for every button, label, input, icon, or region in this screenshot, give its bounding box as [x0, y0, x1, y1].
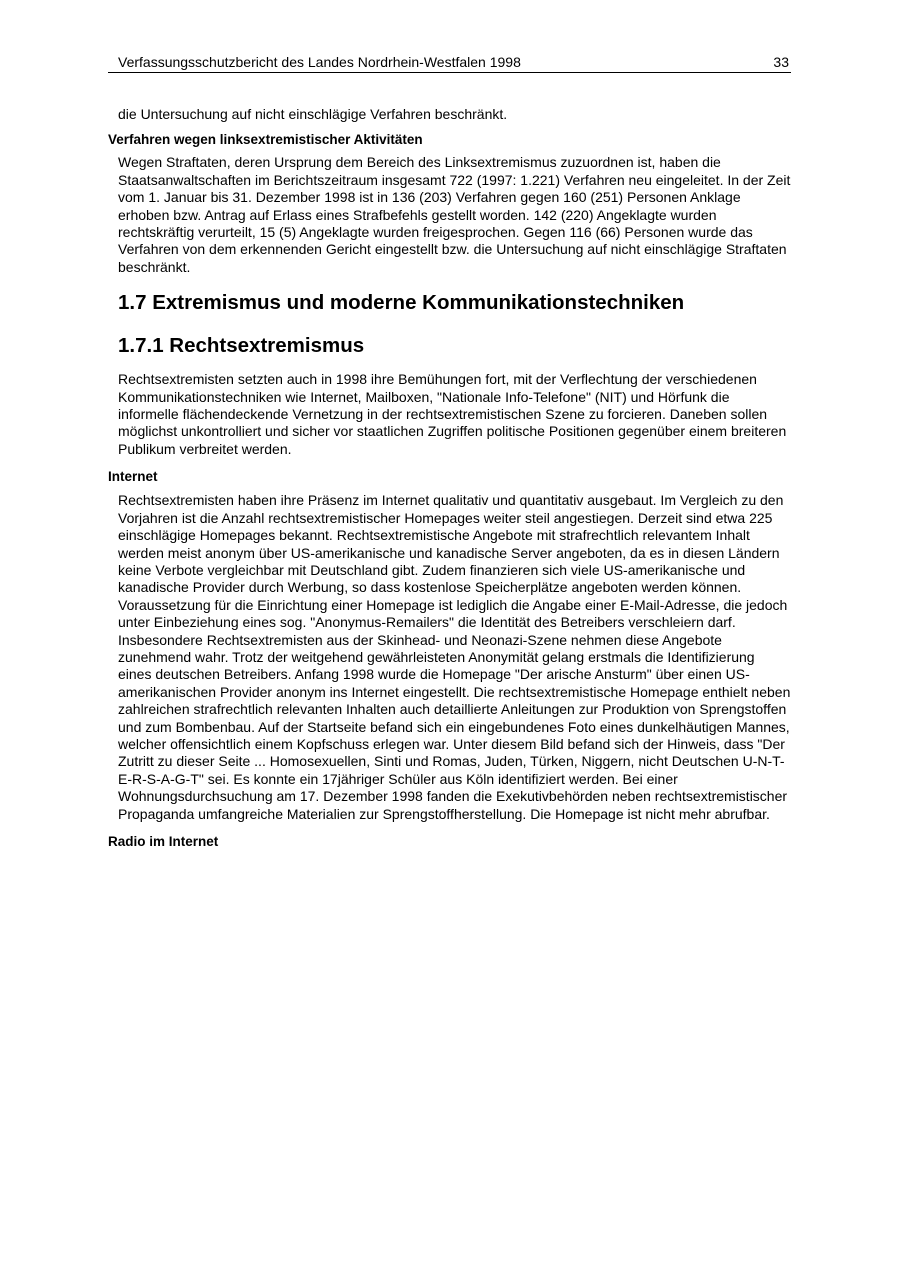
subheading-radio-im-internet: Radio im Internet — [108, 834, 219, 849]
intro-paragraph: die Untersuchung auf nicht einschlägige Verfahren beschränkt. — [118, 106, 508, 122]
paragraph-linksextremismus: Wegen Straftaten, deren Ursprung dem Bereich des Linksextremismus zuzuordnen ist, haben die Staatsanwaltschaften im Berichtszeitraum insgesamt 722 (1997: 1.221) Verfahren neu eingeleitet. In der Zeit vom 1. Januar bis 31. Dezember 1998 ist in 136 (203) Verfahren gegen 160 (251) Personen Anklage erhoben bzw. Antrag auf Erlass eines Strafbefehls gestellt worden. 142 (220) Angeklagte wurden rechtskräftig verurteilt, 15 (5) Angeklagte wurden freigesprochen. Gegen 116 (66) Personen wurde das Verfahren von dem erkennenden Gericht eingestellt bzw. die Untersuchung auf nicht einschlägige Straftaten beschränkt. — [118, 154, 791, 275]
heading-section-1-7-1: 1.7.1 Rechtsextremismus — [118, 334, 365, 358]
page-content — [108, 106, 791, 850]
header-title: Verfassungsschutzbericht des Landes Nordrhein-Westfalen 1998 — [118, 54, 521, 70]
page-header — [108, 52, 791, 73]
heading-section-1-7: 1.7 Extremismus und moderne Kommunikationstechniken — [118, 291, 685, 315]
paragraph-internet: Rechtsextremisten haben ihre Präsenz im Internet qualitativ und quantitativ ausgebaut. Im Vergleich zu den Vorjahren ist die Anzahl rechtsextremistischer Homepages weiter steil angestiegen. Derzeit sind etwa 225 einschlägige Homepages bekannt. Rechtsextremistische Angebote mit strafrechtlich relevantem Inhalt werden meist anonym über US-amerikanische und kanadische Server angeboten, da es in diesen Ländern keine Verbote vergleichbar mit Deutschland gibt. Zudem finanzieren sich viele US-amerikanische und kanadische Provider durch Werbung, so dass kostenlose Speicherplätze angeboten werden können. Voraussetzung für die Einrichtung einer Homepage ist lediglich die Angabe einer E-Mail-Adresse, die jedoch unter Einbeziehung eines sog. "Anonymus-Remailers" die Identität des Betreibers verschleiern darf. Insbesondere Rechtsextremisten aus der Skinhead- und Neonazi-Szene nehmen diese Angebote zunehmend wahr. Trotz der weitgehend gewährleisteten Anonymität gelang erstmals die Identifizierung eines deutschen Betreibers. Anfang 1998 wurde die Homepage "Der arische Ansturm" über einen US-amerikanischen Provider anonym ins Internet eingestellt. Die rechtsextremistische Homepage enthielt neben zahlreichen strafrechtlich relevanten Inhalten auch detaillierte Anleitungen zur Produktion von Sprengstoffen und zum Bombenbau. Auf der Startseite befand sich ein eingebundenes Foto eines dunkelhäutigen Mannes, welcher offensichtlich einem Kopfschuss erlegen war. Unter diesem Bild befand sich der Hinweis, dass "Der Zutritt zu dieser Seite ... Homosexuellen, Sinti und Romas, Juden, Türken, Niggern, nicht Deutschen U-N-T-E-R-S-A-G-T" sei. Es konnte ein 17jähriger Schüler aus Köln identifiziert werden. Bei einer Wohnungsdurchsuchung am 17. Dezember 1998 fanden die Exekutivbehörden neben rechtsextremistischer Propaganda umfangreiche Materialien zur Sprengstoffherstellung. Die Homepage ist nicht mehr abrufbar. — [118, 492, 791, 822]
page-number: 33 — [773, 54, 789, 70]
subheading-linksextremismus: Verfahren wegen linksextremistischer Aktivitäten — [108, 132, 423, 148]
subheading-internet: Internet — [108, 469, 158, 485]
paragraph-rechtsextremismus: Rechtsextremisten setzten auch in 1998 ihre Bemühungen fort, mit der Verflechtung der verschiedenen Kommunikationstechniken wie Internet, Mailboxen, "Nationale Info-Telefone" (NIT) und Hörfunk die informelle flächendeckende Vernetzung in der rechtsextremistischen Szene zu forcieren. Daneben sollen möglichst unkontrolliert und sicher vor staatlichen Zugriffen politische Positionen gegenüber einem breiteren Publikum verbreitet werden. — [118, 371, 787, 457]
